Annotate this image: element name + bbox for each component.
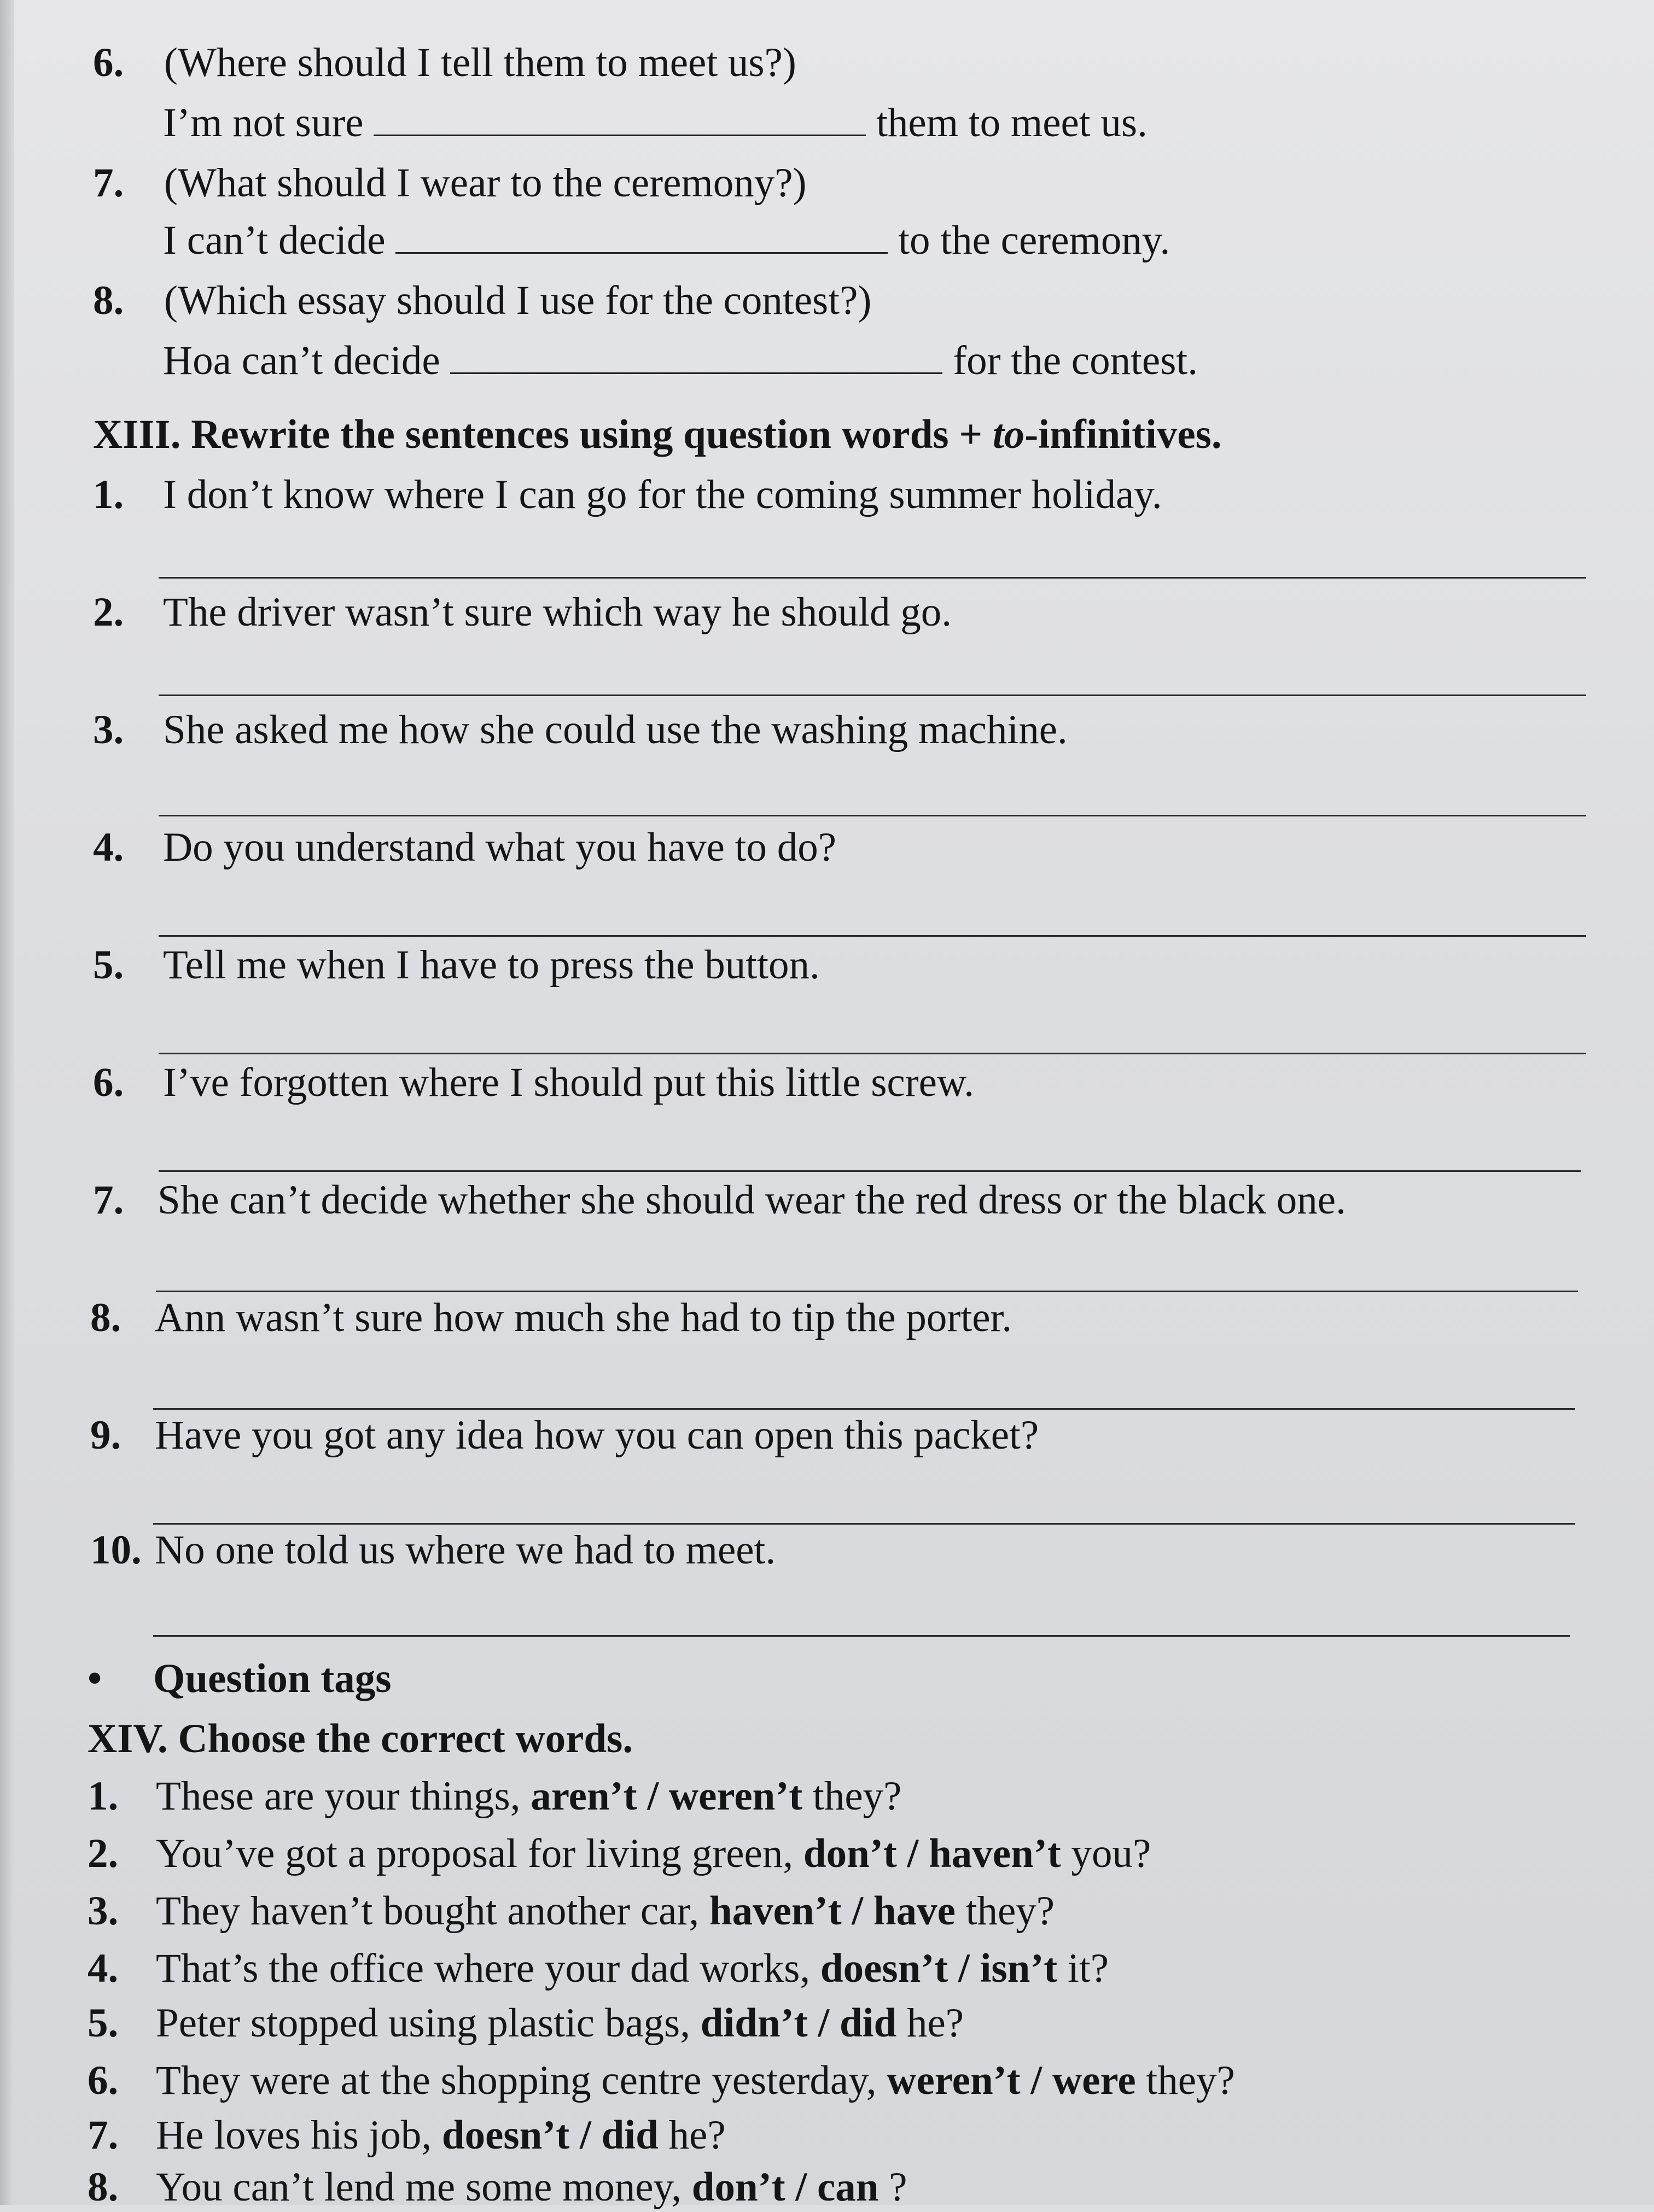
- xiv-item-3: [88, 1887, 1055, 1936]
- item-text: I’ve forgotten where I should put this little screw.: [163, 1060, 974, 1105]
- answer-line[interactable]: [159, 694, 1586, 696]
- choice-options[interactable]: weren’t / were: [887, 2058, 1136, 2103]
- item-text: He loves his job,: [156, 2112, 442, 2158]
- answer-line[interactable]: [153, 1635, 1570, 1637]
- item-tail: it?: [1057, 1946, 1109, 1991]
- answer-line[interactable]: [159, 935, 1586, 937]
- choice-options[interactable]: haven’t / have: [709, 1888, 956, 1934]
- gapfill-blank[interactable]: [450, 340, 942, 374]
- gapfill-before: Hoa can’t decide: [163, 338, 440, 383]
- item-text: Tell me when I have to press the button.: [163, 942, 820, 988]
- answer-line[interactable]: [159, 1170, 1581, 1172]
- item-number: 7.: [88, 2112, 119, 2158]
- item-text: No one told us where we had to meet.: [155, 1527, 776, 1573]
- item-text: She can’t decide whether she should wear the red dress or the black one.: [158, 1177, 1346, 1223]
- item-tail: they?: [955, 1888, 1055, 1934]
- item-number: 10.: [90, 1527, 142, 1573]
- answer-line[interactable]: [156, 1291, 1578, 1292]
- item-text: Ann wasn’t sure how much she had to tip the porter.: [155, 1295, 1012, 1340]
- gapfill-after: for the contest.: [953, 338, 1198, 383]
- answer-line[interactable]: [159, 815, 1586, 816]
- item-number: 4.: [93, 825, 124, 870]
- xiii-item-8: [90, 1293, 1012, 1343]
- item-number: 6.: [93, 1060, 124, 1105]
- item-number: 7.: [93, 1177, 124, 1223]
- gapfill-8-sentence: [163, 336, 1198, 386]
- item-text: These are your things,: [156, 1773, 531, 1819]
- item-tail: ?: [878, 2164, 907, 2210]
- xiii-item-3: [93, 705, 1068, 755]
- item-number: 3.: [88, 1888, 119, 1934]
- choice-options[interactable]: aren’t / weren’t: [531, 1773, 803, 1819]
- item-tail: he?: [658, 2112, 726, 2158]
- gapfill-blank[interactable]: [374, 102, 866, 136]
- xiii-item-1: [93, 470, 1162, 520]
- gapfill-blank[interactable]: [395, 219, 888, 254]
- choice-options[interactable]: didn’t / did: [700, 2000, 897, 2046]
- section-title-suffix: -infinitives.: [1024, 412, 1222, 457]
- xiii-item-4: [93, 823, 836, 872]
- item-number: 5.: [88, 2000, 119, 2046]
- item-number: 2.: [88, 1831, 119, 1876]
- item-number: 3.: [93, 707, 124, 752]
- item-number: 1.: [93, 472, 124, 517]
- item-tail: they?: [1135, 2058, 1235, 2103]
- item-text: Do you understand what you have to do?: [163, 825, 836, 870]
- item-number: 5.: [93, 942, 124, 988]
- section-title-text: XIII. Rewrite the sentences using question words +: [93, 412, 993, 457]
- question-tags-heading-text: Question tags: [153, 1656, 392, 1701]
- gapfill-prompt-text: (Where should I tell them to meet us?): [164, 40, 796, 85]
- gapfill-7-prompt: [93, 159, 807, 208]
- section-xiv-title: XIV. Choose the correct words.: [88, 1716, 633, 1761]
- item-tail: they?: [802, 1773, 902, 1819]
- gapfill-7-sentence: [163, 216, 1170, 265]
- item-number: 2.: [93, 590, 124, 635]
- answer-line[interactable]: [153, 1523, 1575, 1525]
- answer-line[interactable]: [153, 1408, 1575, 1410]
- gapfill-6-sentence: [163, 98, 1148, 148]
- xiv-item-5: [88, 1999, 964, 2048]
- gapfill-before: I’m not sure: [163, 100, 364, 145]
- item-number: 1.: [88, 1773, 119, 1819]
- item-number: 7.: [93, 160, 124, 206]
- answer-line[interactable]: [159, 577, 1586, 579]
- section-title-italic: to: [992, 412, 1025, 457]
- item-number: 4.: [88, 1946, 119, 1991]
- answer-line[interactable]: [159, 1053, 1586, 1054]
- item-tail: he?: [896, 2000, 964, 2046]
- item-text: Peter stopped using plastic bags,: [156, 2000, 701, 2046]
- xiv-item-6: [88, 2056, 1235, 2105]
- xiv-item-4: [88, 1944, 1109, 1993]
- xiv-item-1: [88, 1772, 901, 1821]
- gapfill-prompt-text: (Which essay should I use for the contest?): [164, 278, 872, 323]
- section-xiii-title: [93, 410, 1222, 459]
- item-number: 8.: [90, 1295, 121, 1340]
- page-edge: [0, 0, 14, 2205]
- item-text: You can’t lend me some money,: [156, 2164, 692, 2210]
- xiii-item-10: [90, 1526, 776, 1575]
- question-tags-heading: [88, 1654, 391, 1703]
- item-text: She asked me how she could use the washing machine.: [163, 707, 1068, 752]
- xiii-item-6: [93, 1058, 974, 1107]
- gapfill-6-prompt: [93, 38, 796, 87]
- choice-options[interactable]: doesn’t / did: [441, 2112, 659, 2158]
- item-text: They haven’t bought another car,: [156, 1888, 709, 1934]
- xiv-item-2: [88, 1829, 1151, 1878]
- item-text: The driver wasn’t sure which way he should go.: [163, 590, 952, 635]
- gapfill-after: them to meet us.: [876, 100, 1148, 145]
- bullet-icon: •: [88, 1656, 102, 1701]
- xiv-item-7: [88, 2111, 726, 2160]
- item-text: You’ve got a proposal for living green,: [156, 1831, 803, 1876]
- choice-options[interactable]: don’t / can: [691, 2164, 879, 2210]
- xiii-item-9: [90, 1411, 1039, 1460]
- xiii-item-5: [93, 941, 820, 990]
- item-tail: you?: [1061, 1831, 1151, 1876]
- gapfill-prompt-text: (What should I wear to the ceremony?): [164, 160, 807, 206]
- item-text: That’s the office where your dad works,: [156, 1946, 820, 1991]
- item-text: I don’t know where I can go for the coming summer holiday.: [163, 472, 1162, 517]
- gapfill-after: to the ceremony.: [898, 218, 1170, 263]
- gapfill-8-prompt: [93, 276, 871, 325]
- item-text: Have you got any idea how you can open this packet?: [155, 1413, 1039, 1458]
- choice-options[interactable]: don’t / haven’t: [803, 1831, 1061, 1876]
- xiii-item-2: [93, 588, 952, 637]
- item-number: 6.: [93, 40, 124, 85]
- item-number: 9.: [90, 1413, 121, 1458]
- item-number: 8.: [93, 278, 124, 323]
- item-number: 8.: [88, 2164, 119, 2210]
- xiii-item-7: [93, 1176, 1346, 1225]
- choice-options[interactable]: doesn’t / isn’t: [820, 1946, 1058, 1991]
- gapfill-before: I can’t decide: [163, 218, 386, 263]
- item-number: 6.: [88, 2058, 119, 2103]
- item-text: They were at the shopping centre yesterday,: [156, 2058, 887, 2103]
